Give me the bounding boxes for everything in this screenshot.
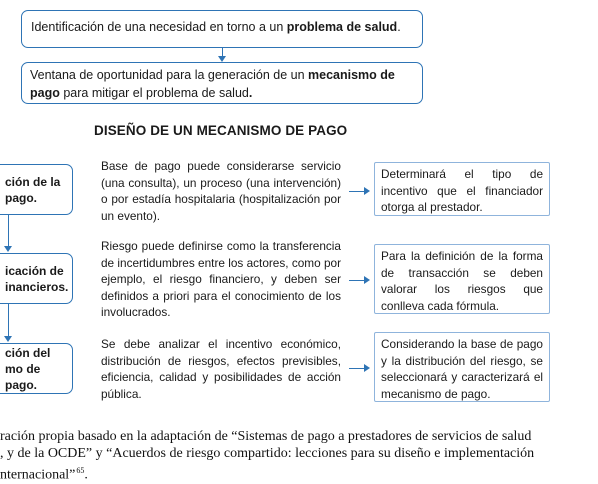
step-3-label-line1: ción del [5, 345, 51, 360]
step-3-description: Se debe analizar el incentivo económico, distribución de riesgos, efectos previsibles, eficiencia, calidad y posibilidades de acción pública. [101, 337, 341, 401]
caption-line-3: nternacional” [0, 467, 76, 483]
need-bold-text: problema de salud [286, 20, 398, 34]
opportunity-bold-text: mecanismo de pago [30, 68, 395, 100]
step-2-description: Riesgo puede definirse como la transferencia de incertidumbres entre los actores, como por ejemplo, el riesgo financiero, y deben ser definidos a priori para el conocimiento de los involucrados. [101, 239, 341, 319]
caption-line-1: ración propia basado en la adaptación de “Sistemas de pago a prestadores de servicios de salud [0, 429, 532, 444]
step-3-arrow-line [349, 368, 365, 369]
step-2-label-line2: inancieros. [5, 279, 69, 294]
step-3-label-box [0, 343, 73, 394]
left-connector-1 [8, 214, 9, 247]
opportunity-text: Ventana de oportunidad para la generación de un [30, 68, 309, 82]
step-1-label-box [0, 164, 73, 215]
left-connector-2 [8, 303, 9, 337]
step-3-result-box: Considerando la base de pago y la distribución del riesgo, se seleccionará y caracterizará el mecanismo de pago. [374, 332, 550, 402]
need-text: Identificación de una necesidad en torno a un [31, 20, 287, 34]
step-2-arrow-line [349, 280, 365, 281]
need-identification-box [21, 10, 423, 48]
step-1-arrow-head [364, 187, 370, 195]
opportunity-period: . [248, 86, 253, 100]
step-1-label-line1: ción de la [5, 174, 61, 189]
step-3-label-line2: mo de pago. [5, 361, 41, 392]
caption-footnote: 65 [76, 466, 85, 475]
figure-caption [0, 428, 598, 484]
step-2-result-box: Para la definición de la forma de transacción se deben valorar los riesgos que conlleva cada fórmula. [374, 244, 550, 314]
step-2-label-line1: icación de [5, 263, 64, 278]
step-1-result-box: Determinará el tipo de incentivo que el financiador otorga al prestador. [374, 162, 550, 216]
left-connector-arrow-2 [4, 336, 12, 342]
section-heading: DISEÑO DE UN MECANISMO DE PAGO [94, 123, 348, 138]
step-1-label-line2: pago. [5, 190, 37, 205]
caption-line-2: , y de la OCDE” y “Acuerdos de riesgo compartido: lecciones para su diseño e implementación [0, 446, 535, 461]
need-text-end: . [397, 20, 401, 34]
step-1-arrow-line [349, 191, 365, 192]
opportunity-text-end: para mitigar el problema de salud [59, 86, 249, 100]
step-2-arrow-head [364, 276, 370, 284]
step-1-description: Base de pago puede considerarse servicio (una consulta), un proceso (una intervención) o por estadía hospitalaria (hospitalización por un evento). [101, 159, 341, 223]
caption-line-3-wrap [0, 462, 598, 484]
step-3-arrow-head [364, 364, 370, 372]
step-2-label-box [0, 253, 73, 304]
opportunity-window-box [21, 62, 423, 104]
caption-line-3-end: . [84, 467, 88, 483]
left-connector-arrow-1 [4, 246, 12, 252]
